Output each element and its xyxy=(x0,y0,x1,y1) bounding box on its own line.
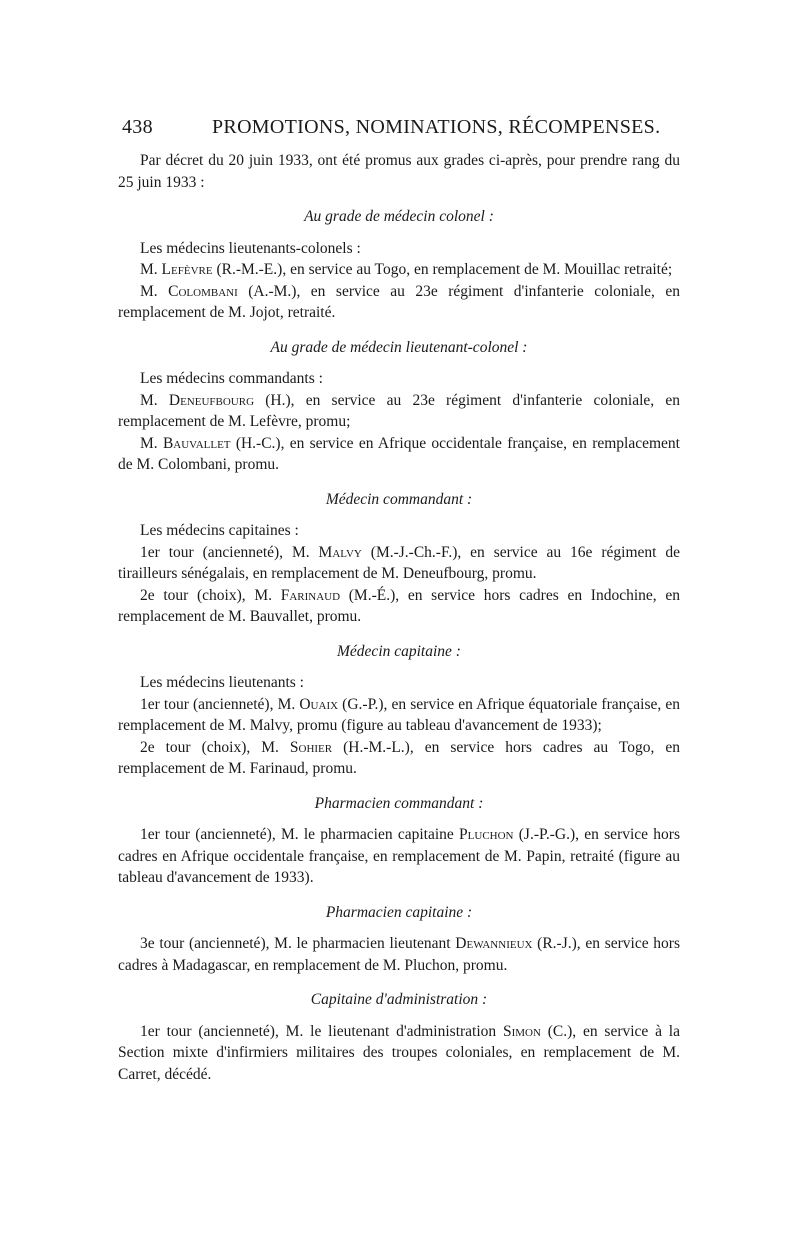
section-lead: Les médecins commandants : xyxy=(140,370,323,387)
section-heading: Capitaine d'administration : xyxy=(310,991,488,1008)
section-lead: Les médecins capitaines : xyxy=(140,522,299,539)
person-name: Ouaix xyxy=(299,695,339,713)
person-name: Lefèvre xyxy=(161,261,213,278)
page-title: PROMOTIONS, NOMINATIONS, RÉCOMPENSES. xyxy=(212,116,661,138)
section-heading: Au grade de médecin colonel : xyxy=(304,208,494,225)
section-heading: Médecin capitaine : xyxy=(337,642,461,660)
person-name: Colombani xyxy=(168,282,238,300)
section-lead: Les médecins lieutenants : xyxy=(140,674,304,691)
section-heading: Médecin commandant : xyxy=(325,490,473,508)
section-heading: Pharmacien commandant : xyxy=(314,794,484,812)
body-text xyxy=(118,150,680,1085)
section-heading: Au grade de médecin lieutenant-colonel : xyxy=(270,338,528,356)
person-name: Sohier xyxy=(289,738,333,756)
entry-paragraph: M. Colombani (A.-M.), en service au 23e régiment d'infanterie coloniale, en remplacement de M. Jojot, retraité. xyxy=(118,282,680,321)
running-header xyxy=(122,116,682,146)
page-number: 438 xyxy=(122,116,153,138)
person-name: Simon xyxy=(502,1022,541,1040)
entry-paragraph: 2e tour (choix), M. Farinaud (M.-É.), en service hors cadres en Indochine, en remplacement de M. Bauvallet, promu. xyxy=(118,586,680,625)
person-name: Deneufbourg xyxy=(168,391,255,409)
entry-paragraph: M. Bauvallet (H.-C.), en service en Afrique occidentale française, en remplacement de M. Colombani, promu. xyxy=(118,434,680,473)
intro-paragraph: Par décret du 20 juin 1933, ont été promus aux grades ci-après, pour prendre rang du 25 juin 1933 : xyxy=(118,152,680,191)
entry-paragraph: 2e tour (choix), M. Sohier (H.-M.-L.), en service hors cadres au Togo, en remplacement de M. Farinaud, promu. xyxy=(118,738,680,777)
person-name: Malvy xyxy=(318,543,362,561)
entry-paragraph: M. Deneufbourg (H.), en service au 23e régiment d'infanterie coloniale, en remplacement de M. Lefèvre, promu; xyxy=(118,391,680,430)
entry-paragraph: 1er tour (ancienneté), M. le lieutenant d'administration Simon (C.), en service à la Section mixte d'infirmiers militaires des troupes coloniales, en remplacement de M. Carret, décédé. xyxy=(118,1022,680,1083)
section-lead: Les médecins lieutenants-colonels : xyxy=(140,239,361,257)
person-name: Dewannieux xyxy=(455,935,533,952)
entry-paragraph: 1er tour (ancienneté), M. le pharmacien capitaine Pluchon (J.-P.-G.), en service hors cadres en Afrique occidentale française, en remplacement de M. Papin, retraité (figure au tableau d'avancement de 1933). xyxy=(118,826,680,886)
entry-paragraph: 1er tour (ancienneté), M. Ouaix (G.-P.), en service en Afrique équatoriale française, en remplacement de M. Malvy, promu (figure au tableau d'avancement de 1933); xyxy=(118,695,680,734)
person-name: Farinaud xyxy=(280,586,341,604)
entry-paragraph: 1er tour (ancienneté), M. Malvy (M.-J.-Ch.-F.), en service au 16e régiment de tirailleurs sénégalais, en remplacement de M. Deneufbourg, promu. xyxy=(118,543,680,582)
entry-paragraph: M. Lefèvre (R.-M.-E.), en service au Togo, en remplacement de M. Mouillac retraité; xyxy=(140,261,673,278)
person-name: Pluchon xyxy=(459,826,514,843)
section-heading: Pharmacien capitaine : xyxy=(325,903,473,921)
entry-paragraph: 3e tour (ancienneté), M. le pharmacien lieutenant Dewannieux (R.-J.), en service hors cadres à Madagascar, en remplacement de M. Pluchon, promu. xyxy=(118,935,680,974)
person-name: Bauvallet xyxy=(162,434,231,452)
